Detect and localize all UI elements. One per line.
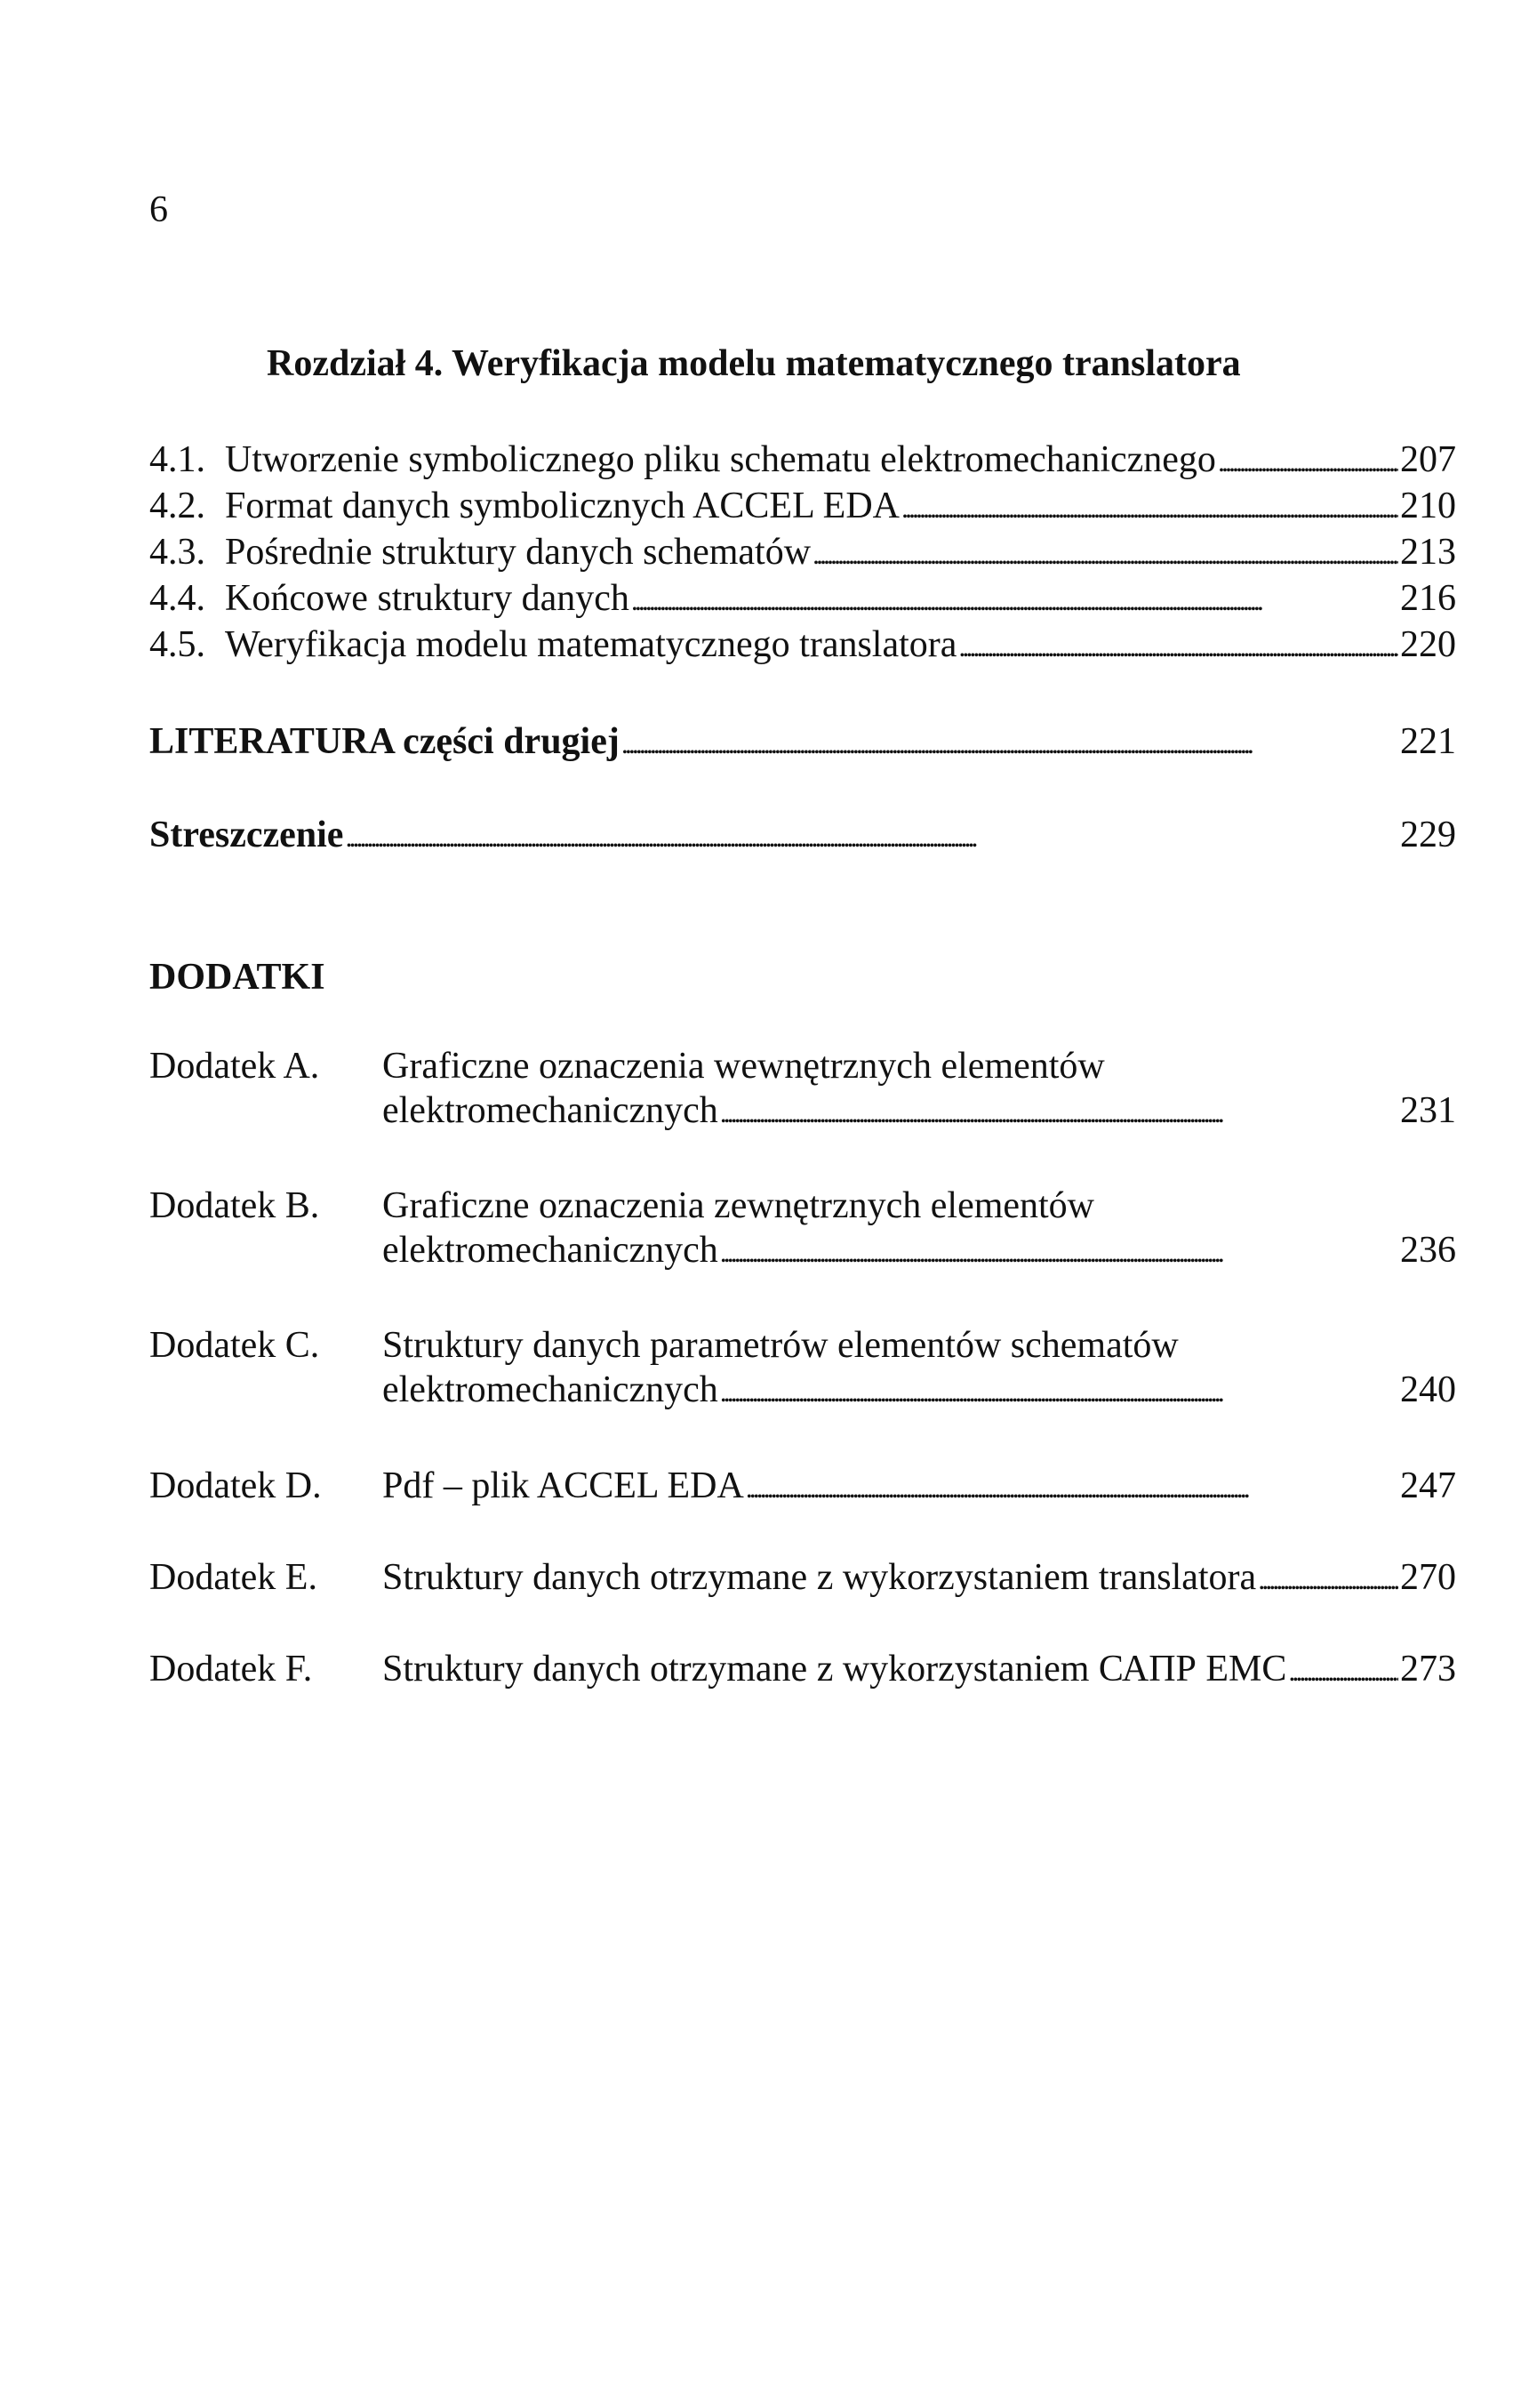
appendix-page: 270 xyxy=(1400,1557,1456,1598)
toc-entry-streszczenie[interactable] xyxy=(149,814,1456,856)
appendix-title: Struktury danych otrzymane z wykorzystaniem САПР ЕМС xyxy=(382,1649,1287,1690)
appendix-label: Dodatek E. xyxy=(149,1557,317,1598)
toc-entry-page: 221 xyxy=(1400,721,1456,762)
appendix-title-line1: Struktury danych parametrów elementów schematów xyxy=(382,1325,1179,1366)
dot-leader xyxy=(720,1369,1398,1411)
appendix-label: Dodatek B. xyxy=(149,1185,320,1226)
dot-leader xyxy=(345,814,1398,856)
appendix-title-line2: elektromechanicznych xyxy=(382,1369,718,1410)
toc-entry-page: 229 xyxy=(1400,815,1456,855)
toc-entry-page: 216 xyxy=(1400,578,1456,619)
toc-entry-title: Pośrednie struktury danych schematów xyxy=(225,532,812,573)
page-number: 6 xyxy=(149,189,168,230)
dot-leader xyxy=(720,1089,1398,1132)
toc-entry-4-4[interactable] xyxy=(149,577,1456,620)
toc-entry-title: Format danych symbolicznych ACCEL EDA xyxy=(225,486,900,526)
appendix-title-line1: Graficzne oznaczenia wewnętrznych elementów xyxy=(382,1046,1105,1087)
dodatki-heading: DODATKI xyxy=(149,957,325,998)
appendix-title-line2: elektromechanicznych xyxy=(382,1090,718,1131)
appendix-page: 231 xyxy=(1400,1090,1456,1131)
appendix-label: Dodatek C. xyxy=(149,1325,320,1366)
toc-entry-title: Weryfikacja modelu matematycznego translatora xyxy=(225,624,957,665)
appendix-page: 247 xyxy=(1400,1465,1456,1506)
appendix-page: 236 xyxy=(1400,1230,1456,1271)
toc-entry-page: 207 xyxy=(1400,439,1456,480)
dot-leader xyxy=(631,577,1398,620)
appendix-page: 240 xyxy=(1400,1369,1456,1410)
dot-leader xyxy=(1218,438,1398,481)
dot-leader xyxy=(901,485,1398,527)
dot-leader xyxy=(813,531,1398,574)
appendix-title: Pdf – plik ACCEL EDA xyxy=(382,1465,744,1506)
toc-entry-number: 4.2. xyxy=(149,486,205,526)
toc-entry-title: Streszczenie xyxy=(149,815,344,855)
toc-entry-title: LITERATURA części drugiej xyxy=(149,721,620,762)
appendix-title: Struktury danych otrzymane z wykorzystaniem translatora xyxy=(382,1557,1257,1598)
dot-leader xyxy=(1258,1556,1398,1599)
toc-entry-page: 213 xyxy=(1400,532,1456,573)
toc-entry-number: 4.1. xyxy=(149,439,205,480)
appendix-label: Dodatek D. xyxy=(149,1465,322,1506)
toc-entry-page: 210 xyxy=(1400,486,1456,526)
dot-leader xyxy=(621,720,1398,763)
toc-entry-4-1[interactable] xyxy=(149,438,1456,481)
appendix-page: 273 xyxy=(1400,1649,1456,1690)
appendix-title-line2: elektromechanicznych xyxy=(382,1230,718,1271)
dot-leader xyxy=(720,1229,1398,1272)
toc-entry-title: Utworzenie symbolicznego pliku schematu elektromechanicznego xyxy=(225,439,1216,480)
toc-entry-literatura[interactable] xyxy=(149,720,1456,763)
toc-entry-4-3[interactable] xyxy=(149,531,1456,574)
appendix-title-line1: Graficzne oznaczenia zewnętrznych elementów xyxy=(382,1185,1095,1226)
toc-entry-number: 4.4. xyxy=(149,578,205,619)
toc-entry-number: 4.3. xyxy=(149,532,205,573)
dot-leader xyxy=(746,1465,1398,1507)
toc-entry-number: 4.5. xyxy=(149,624,205,665)
dot-leader xyxy=(1288,1648,1398,1690)
chapter-heading: Rozdział 4. Weryfikacja modelu matematycznego translatora xyxy=(267,343,1241,384)
appendix-label: Dodatek A. xyxy=(149,1046,320,1087)
toc-entry-title: Końcowe struktury danych xyxy=(225,578,629,619)
toc-entry-page: 220 xyxy=(1400,624,1456,665)
dot-leader xyxy=(958,623,1398,666)
toc-entry-4-2[interactable] xyxy=(149,485,1456,527)
toc-entry-4-5[interactable] xyxy=(149,623,1456,666)
appendix-label: Dodatek F. xyxy=(149,1649,313,1690)
